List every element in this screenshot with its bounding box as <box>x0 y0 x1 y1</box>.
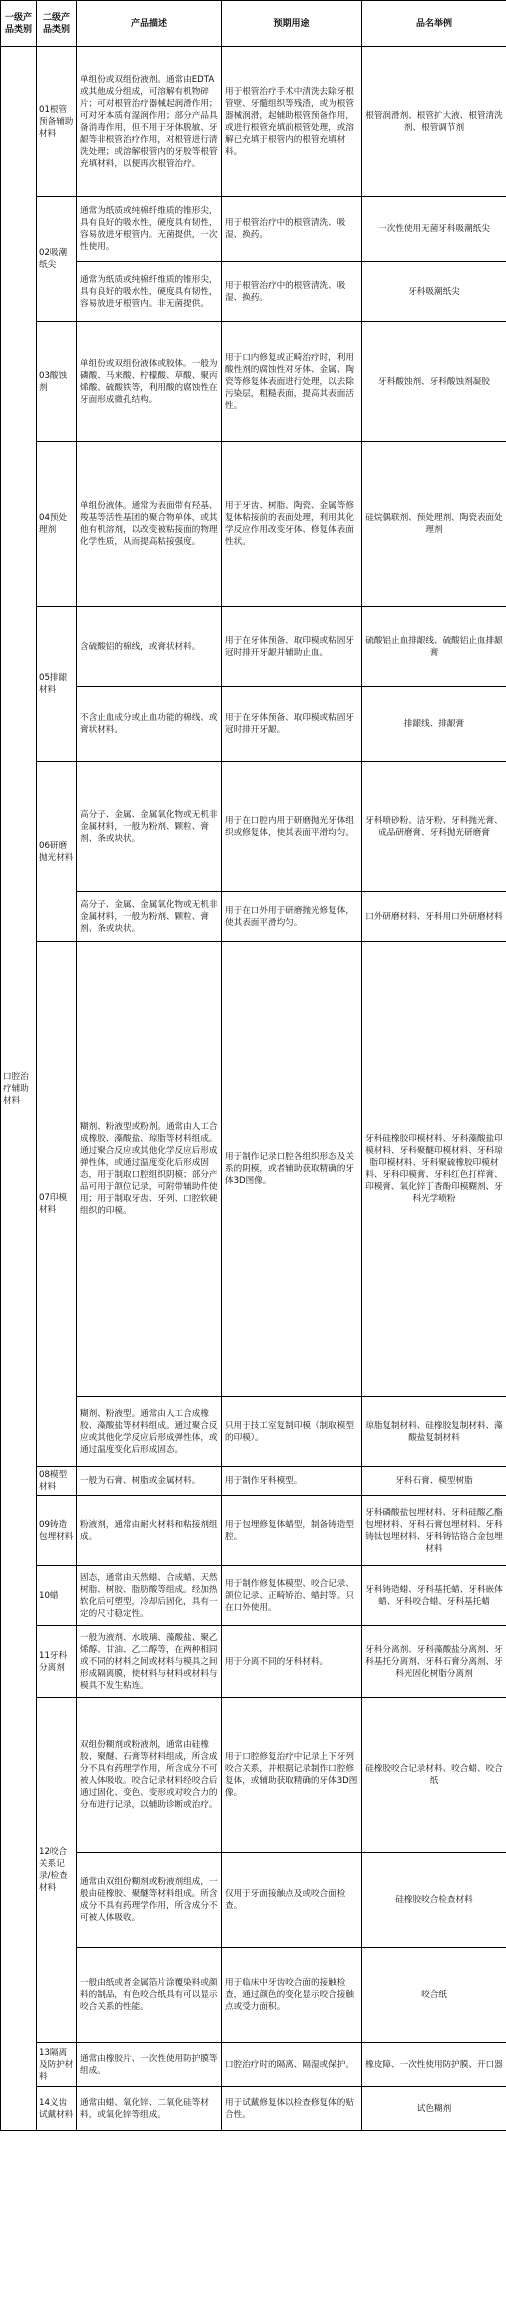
use-cell: 用于制作记录口腔各组织形态及关系的阴模，或者辅助获取精确的牙体3D图像。 <box>222 942 362 1397</box>
description-cell: 一般为液剂、水玻璃、藻酸盐、聚乙烯醇、甘油、乙二醇等，在两种相同或不同的材料之间或材料与模具之间形成隔离膜，使材料与材料或材料与模具不发生粘连。 <box>77 1626 222 1698</box>
example-cell: 硅橡胶咬合检查材料 <box>362 1853 506 1948</box>
table-row <box>1 442 506 607</box>
use-cell: 用于根管治疗中的根管清洗、吸湿、换药。 <box>222 197 362 262</box>
table-row <box>1 1948 506 2043</box>
example-cell: 牙科铸造蜡、牙科基托蜡、牙科嵌体蜡、牙科咬合蜡、牙科基托蜡 <box>362 1566 506 1626</box>
use-cell: 用于在牙体预备、取印模或粘固牙冠时排开牙龈并辅助止血。 <box>222 607 362 687</box>
second-category-cell: 12咬合关系记录/检查材料 <box>37 1698 77 2043</box>
second-category-cell: 09铸造包埋材料 <box>37 1496 77 1566</box>
example-cell: 牙科石膏、模型树脂 <box>362 1467 506 1496</box>
use-cell: 用于试戴修复体以检查修复体的贴合性。 <box>222 2087 362 2131</box>
table-row <box>1 687 506 762</box>
table-row <box>1 197 506 262</box>
second-category-cell: 03酸蚀剂 <box>37 322 77 442</box>
table-row <box>1 1496 506 1566</box>
first-category-cell: 口腔治疗辅助材料 <box>1 47 37 2131</box>
example-cell: 排龈线、排龈膏 <box>362 687 506 762</box>
second-category-cell: 04预处理剂 <box>37 442 77 607</box>
example-cell: 咬合纸 <box>362 1948 506 2043</box>
use-cell: 只用于技工室复制印模（制取模型的印模）。 <box>222 1397 362 1467</box>
second-category-cell: 01根管预备辅助材料 <box>37 47 77 197</box>
table-row <box>1 607 506 687</box>
second-category-cell: 11牙科分离剂 <box>37 1626 77 1698</box>
description-cell: 通常为纸质或纯棉纤维质的锥形尖，具有良好的吸水性，硬度具有韧性，容易放进牙根管内。无菌提供，一次性使用。 <box>77 197 222 262</box>
second-category-cell: 05排龈材料 <box>37 607 77 762</box>
use-cell: 用于在牙体预备、取印模或粘固牙冠时排开牙龈。 <box>222 687 362 762</box>
description-cell: 含硫酸铝的棉线，或膏状材料。 <box>77 607 222 687</box>
example-cell: 牙科酸蚀剂、牙科酸蚀剂凝胶 <box>362 322 506 442</box>
table-row <box>1 47 506 197</box>
use-cell: 用于制作修复体模型、咬合记录、颌位记录、正畸矫治、蜡封等。只在口外使用。 <box>222 1566 362 1626</box>
header-description: 产品描述 <box>77 1 222 47</box>
example-cell: 口外研磨材料、牙科用口外研磨材料 <box>362 892 506 942</box>
second-category-cell: 10蜡 <box>37 1566 77 1626</box>
example-cell: 硅烷偶联剂、预处理剂、陶瓷表面处理剂 <box>362 442 506 607</box>
description-cell: 双组份糊剂或粉液剂，通常由硅橡胶、聚醚、石膏等材料组成，所含成分不具有药理学作用，所含成分不可被人体吸收。咬合记录材料经咬合后通过固化、变色、变形或对咬合力的分布进行记录，以辅助诊断或治疗。 <box>77 1698 222 1853</box>
second-category-cell: 02吸潮纸尖 <box>37 197 77 322</box>
header-row <box>1 1 506 47</box>
second-category-cell: 14义齿试戴材料 <box>37 2087 77 2131</box>
description-cell: 粉液剂，通常由耐火材料和粘接剂组成。 <box>77 1496 222 1566</box>
example-cell: 琼脂复制材料、硅橡胶复制材料、藻酸盐复制材料 <box>362 1397 506 1467</box>
table-row <box>1 1467 506 1496</box>
description-cell: 一般由纸或者金属箔片涂覆染料或颜料的制品，有色咬合纸具有可以显示咬合关系的性能。 <box>77 1948 222 2043</box>
description-cell: 糊剂、粉液型。通常由人工合成橡胶、藻酸盐等材料组成。通过聚合反应或其他化学反应后形成弹性体，或通过温度变化后形成固态。 <box>77 1397 222 1467</box>
second-category-cell: 13隔离及防护材料 <box>37 2043 77 2087</box>
use-cell: 用于根管治疗中的根管清洗、吸湿、换药。 <box>222 262 362 322</box>
use-cell: 仅用于牙面接触点及或咬合面检查。 <box>222 1853 362 1948</box>
table-row <box>1 1698 506 1853</box>
second-category-cell: 08模型材料 <box>37 1467 77 1496</box>
description-cell: 通常由蜡、氧化锌、二氧化硅等材料，或氧化锌等组成。 <box>77 2087 222 2131</box>
description-cell: 通常为纸质或纯棉纤维质的锥形尖，具有良好的吸水性，硬度具有韧性，容易放进牙根管内。非无菌提供。 <box>77 262 222 322</box>
example-cell: 牙科硅橡胶印模材料、牙科藻酸盐印模材料、牙科聚醚印模材料、牙科琼脂印模材料、牙科聚硫橡胶印模材料、牙科印模膏、牙科红色打样膏、印模膏、氧化锌丁香酚印模糊剂、牙科光学喷粉 <box>362 942 506 1397</box>
description-cell: 不含止血成分或止血功能的棉线、或膏状材料。 <box>77 687 222 762</box>
table-row <box>1 892 506 942</box>
second-category-cell: 06研磨抛光材料 <box>37 762 77 942</box>
table-row <box>1 322 506 442</box>
use-cell: 用于口腔修复治疗中记录上下牙列咬合关系，并根据记录制作口腔修复体，或辅助获取精确的牙体3D图像。 <box>222 1698 362 1853</box>
description-cell: 单组份或双组份液体或胶体。一般为磷酸、马来酸、柠檬酸、草酸、聚丙烯酸、硫酸铁等，利用酸的腐蚀性在牙面形成微孔结构。 <box>77 322 222 442</box>
table-row <box>1 262 506 322</box>
example-cell: 试色糊剂 <box>362 2087 506 2131</box>
table-row <box>1 1397 506 1467</box>
description-cell: 固态，通常由天然蜡、合成蜡、天然树脂、树胶、脂肪酸等组成。经加热软化后可塑型，冷却后固化，具有一定的尺寸稳定性。 <box>77 1566 222 1626</box>
example-cell: 硅橡胶咬合记录材料、咬合蜡、咬合纸 <box>362 1698 506 1853</box>
example-cell: 一次性使用无菌牙科吸潮纸尖 <box>362 197 506 262</box>
example-cell: 牙科分离剂、牙科藻酸盐分离剂、牙科基托分离剂、牙科石膏分离剂、牙科光固化树脂分离剂 <box>362 1626 506 1698</box>
description-cell: 单组份或双组份液剂。通常由EDTA或其他成分组成，可溶解有机物碎片；可对根管治疗器械起润滑作用；可对牙本质有湿润作用；部分产品具备消毒作用，但不用于牙体脱敏、牙龈等非根管治疗作用，对根管进行清洗处理；或溶解根管内的牙胶等根管充填材料，以便再次根管治疗。 <box>77 47 222 197</box>
example-cell: 牙科喷砂粉、洁牙粉、牙科抛光膏、成品研磨膏、牙科抛光研磨膏 <box>362 762 506 892</box>
description-cell: 一般为石膏、树脂或金属材料。 <box>77 1467 222 1496</box>
description-cell: 糊剂、粉液型或粉剂。通常由人工合成橡胶、藻酸盐、琼脂等材料组成。通过聚合反应或其他化学反应后形成弹性体，或通过温度变化后形成固态，用于制取口腔组织阴模；部分产品可用于颌位记录，可附带辅助件使用；用于制取牙齿、牙列、口腔软硬组织的印模。 <box>77 942 222 1397</box>
table-row <box>1 1566 506 1626</box>
use-cell: 用于在口外用于研磨抛光修复体，使其表面平滑均匀。 <box>222 892 362 942</box>
header-first-category: 一级产品类别 <box>1 1 37 47</box>
description-cell: 通常由双组份糊剂或粉液剂组成，一般由硅橡胶、聚醚等材料组成。所含成分不具有药理学作用，所含成分不可被人体吸收。 <box>77 1853 222 1948</box>
example-cell: 牙科吸潮纸尖 <box>362 262 506 322</box>
table-row <box>1 1853 506 1948</box>
use-cell: 用于牙齿、树脂、陶瓷、金属等修复体粘接前的表面处理，利用其化学反应作用改变牙体、修复体表面性状。 <box>222 442 362 607</box>
second-category-cell: 07印模材料 <box>37 942 77 1467</box>
table-row <box>1 1626 506 1698</box>
header-intended-use: 预期用途 <box>222 1 362 47</box>
example-cell: 根管润滑剂、根管扩大液、根管清洗剂、根管调节剂 <box>362 47 506 197</box>
use-cell: 用于包埋修复体蜡型，制备铸造型腔。 <box>222 1496 362 1566</box>
table-row <box>1 942 506 1397</box>
table-row <box>1 762 506 892</box>
use-cell: 用于根管治疗手术中清洗去除牙根管壁、牙髓组织等残渣，或为根管器械润滑，起辅助根管预备作用，或进行根管充填前根管处理，或溶解已充填于根管内的根管充填材料。 <box>222 47 362 197</box>
header-example: 品名举例 <box>362 1 506 47</box>
example-cell: 牙科磷酸盐包埋材料、牙科硅酸乙酯包埋材料、牙科石膏包埋材料、牙科铸钛包埋材料、牙科铸钴铬合金包埋材料 <box>362 1496 506 1566</box>
use-cell: 用于分离不同的牙科材料。 <box>222 1626 362 1698</box>
use-cell: 用于制作牙科模型。 <box>222 1467 362 1496</box>
use-cell: 用于临床中牙齿咬合面的接触检查，通过颜色的变化显示咬合接触点或受力面积。 <box>222 1948 362 2043</box>
example-cell: 橡皮障、一次性使用防护膜、开口器 <box>362 2043 506 2087</box>
use-cell: 用于在口腔内用于研磨抛光牙体组织或修复体，使其表面平滑均匀。 <box>222 762 362 892</box>
use-cell: 用于口内修复或正畸治疗时，利用酸性剂的腐蚀性对牙体、金属、陶瓷等修复体表面进行处理，以去除污染层，粗糙表面，提高其表面活性。 <box>222 322 362 442</box>
table-row <box>1 2087 506 2131</box>
header-second-category: 二级产品类别 <box>37 1 77 47</box>
description-cell: 高分子、金属、金属氧化物或无机非金属材料，一般为粉剂、颗粒、膏剂、条或块状。 <box>77 892 222 942</box>
use-cell: 口腔治疗时的隔离、隔湿或保护。 <box>222 2043 362 2087</box>
example-cell: 硫酸铝止血排龈线、硫酸铝止血排龈膏 <box>362 607 506 687</box>
table-row <box>1 2043 506 2087</box>
description-cell: 高分子、金属、金属氧化物或无机非金属材料，一般为粉剂、颗粒、膏剂、条或块状。 <box>77 762 222 892</box>
description-cell: 单组份液体。通常为表面带有羟基、羧基等活性基团的聚合物单体，或其他有机溶剂，以改变被粘接面的物理化学性质，从而提高粘接强度。 <box>77 442 222 607</box>
description-cell: 通常由橡胶片、一次性使用防护膜等组成。 <box>77 2043 222 2087</box>
